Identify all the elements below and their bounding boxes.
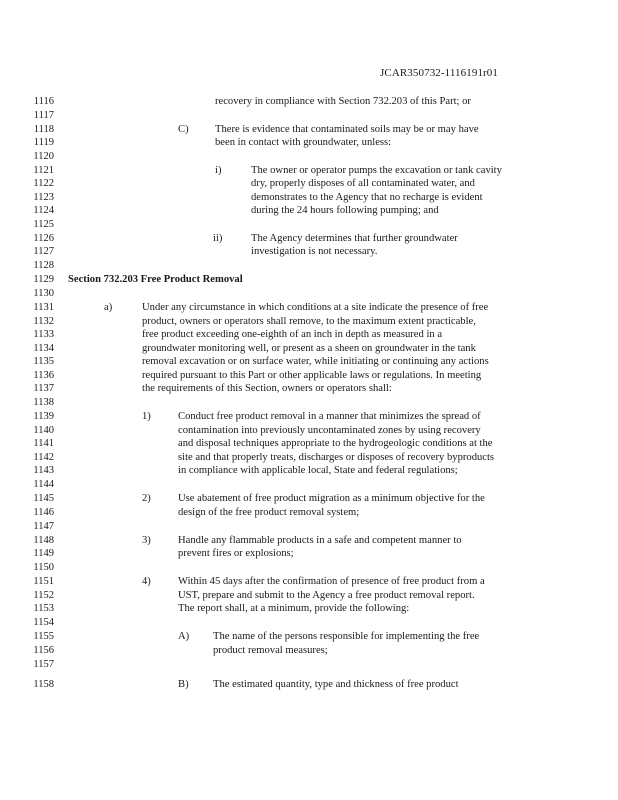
text-line-1156: product removal measures; <box>213 645 328 656</box>
line-number: 1126 <box>33 233 54 244</box>
line-number: 1150 <box>33 562 54 573</box>
line-number: 1134 <box>33 343 54 354</box>
section-heading: Section 732.203 Free Product Removal <box>68 274 243 285</box>
line-number: 1139 <box>33 411 54 422</box>
line-number: 1131 <box>33 302 54 313</box>
text-line-1149: prevent fires or explosions; <box>178 548 294 559</box>
item-label-i: i) <box>215 165 222 176</box>
text-line-1122: dry, properly disposes of all contaminated water, and <box>251 178 475 189</box>
line-number: 1117 <box>33 110 54 121</box>
line-number: 1157 <box>33 659 54 670</box>
text-line-1124: during the 24 hours following pumping; and <box>251 205 439 216</box>
line-number: 1156 <box>33 645 54 656</box>
line-number: 1148 <box>33 535 54 546</box>
line-number: 1129 <box>33 274 54 285</box>
item-label-a: a) <box>104 302 113 313</box>
line-number: 1125 <box>33 219 54 230</box>
line-number: 1143 <box>33 465 54 476</box>
text-line-1153: The report shall, at a minimum, provide the following: <box>178 603 410 614</box>
text-line-1142: site and that properly treats, discharges or disposes of recovery byproducts <box>178 452 495 463</box>
item-label-3: 3) <box>142 535 151 546</box>
text-line-1136: required pursuant to this Part or other applicable laws or regulations. In meeting <box>142 370 482 381</box>
text-line-1132: product, owners or operators shall remove, to the maximum extent practicable, <box>142 316 476 327</box>
text-line-1152: UST, prepare and submit to the Agency a free product removal report. <box>178 590 475 601</box>
document-header: JCAR350732-1116191r01 <box>380 67 499 79</box>
item-label-2: 2) <box>142 493 151 504</box>
line-number: 1127 <box>33 246 54 257</box>
item-label-A: A) <box>178 631 190 642</box>
line-number: 1133 <box>33 329 54 340</box>
item-label-ii: ii) <box>213 233 223 244</box>
line-number: 1155 <box>33 631 54 642</box>
item-label-4: 4) <box>142 576 151 587</box>
line-number: 1147 <box>33 521 54 532</box>
line-number: 1146 <box>33 507 54 518</box>
line-number: 1152 <box>33 590 54 601</box>
line-number: 1144 <box>33 479 54 490</box>
line-number: 1137 <box>33 383 54 394</box>
text-line-1146: design of the free product removal system; <box>178 507 360 518</box>
line-number: 1154 <box>33 617 54 628</box>
text-line-1131: Under any circumstance in which conditions at a site indicate the presence of free <box>142 302 489 313</box>
line-number: 1119 <box>33 137 54 148</box>
line-number: 1135 <box>33 356 54 367</box>
line-number: 1130 <box>33 288 54 299</box>
line-number: 1118 <box>33 124 54 135</box>
text-line-1148: Handle any flammable products in a safe and competent manner to <box>178 535 462 546</box>
line-number: 1145 <box>33 493 54 504</box>
item-label-B: B) <box>178 679 189 690</box>
text-line-1116: recovery in compliance with Section 732.203 of this Part; or <box>215 96 471 107</box>
line-number: 1153 <box>33 603 54 614</box>
line-number: 1122 <box>33 178 54 189</box>
text-line-1155: The name of the persons responsible for implementing the free <box>213 631 480 642</box>
line-number: 1142 <box>33 452 54 463</box>
text-line-1158: The estimated quantity, type and thickness of free product <box>213 679 459 690</box>
line-number: 1151 <box>33 576 54 587</box>
line-number: 1121 <box>33 165 54 176</box>
text-line-1121: The owner or operator pumps the excavation or tank cavity <box>251 165 502 176</box>
text-line-1151: Within 45 days after the confirmation of presence of free product from a <box>178 576 485 587</box>
text-line-1141: and disposal techniques appropriate to the hydrogeologic conditions at the <box>178 438 493 449</box>
line-number: 1158 <box>33 679 54 690</box>
line-number: 1138 <box>33 397 54 408</box>
line-number: 1132 <box>33 316 54 327</box>
text-line-1133: free product exceeding one-eighth of an inch in depth as measured in a <box>142 329 443 340</box>
text-line-1137: the requirements of this Section, owners or operators shall: <box>142 383 392 394</box>
line-number: 1128 <box>33 260 54 271</box>
line-number: 1120 <box>33 151 54 162</box>
text-line-1123: demonstrates to the Agency that no recharge is evident <box>251 192 483 203</box>
text-line-1118: There is evidence that contaminated soils may be or may have <box>215 124 479 135</box>
text-line-1119: been in contact with groundwater, unless: <box>215 137 392 148</box>
line-number: 1123 <box>33 192 54 203</box>
line-number: 1116 <box>33 96 54 107</box>
text-line-1140: contamination into previously uncontaminated zones by using recovery <box>178 425 481 436</box>
text-line-1126: The Agency determines that further groundwater <box>251 233 458 244</box>
text-line-1134: groundwater monitoring well, or present as a sheen on groundwater in the tank <box>142 343 476 354</box>
text-line-1145: Use abatement of free product migration as a minimum objective for the <box>178 493 485 504</box>
line-number: 1141 <box>33 438 54 449</box>
line-number: 1149 <box>33 548 54 559</box>
text-line-1135: removal excavation or on surface water, while initiating or continuing any actions <box>142 356 489 367</box>
item-label-1: 1) <box>142 411 151 422</box>
text-line-1143: in compliance with applicable local, State and federal regulations; <box>178 465 458 476</box>
item-label-C: C) <box>178 124 189 135</box>
text-line-1139: Conduct free product removal in a manner that minimizes the spread of <box>178 411 481 422</box>
line-number: 1140 <box>33 425 54 436</box>
line-number: 1124 <box>33 205 54 216</box>
line-number: 1136 <box>33 370 54 381</box>
text-line-1127: investigation is not necessary. <box>251 246 378 257</box>
